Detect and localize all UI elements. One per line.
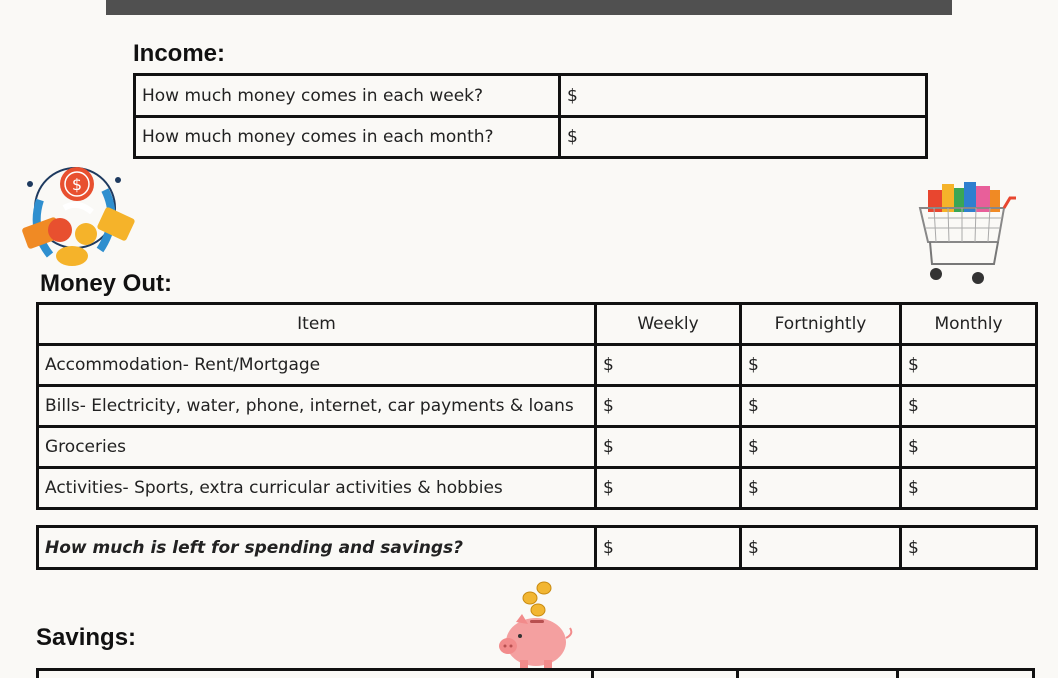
monthly-field[interactable]: $ (901, 468, 1037, 509)
table-row (38, 468, 1037, 509)
table-row (38, 386, 1037, 427)
fortnightly-field[interactable]: $ (741, 427, 901, 468)
money-exchange-icon (20, 160, 136, 272)
monthly-field[interactable]: $ (901, 345, 1037, 386)
weekly-field[interactable]: $ (596, 427, 741, 468)
table-row (135, 75, 927, 117)
summary-fortnightly-field[interactable]: $ (741, 527, 901, 569)
fortnightly-field[interactable]: $ (741, 386, 901, 427)
monthly-field[interactable]: $ (901, 386, 1037, 427)
income-label-weekly: How much money comes in each week? (135, 75, 560, 117)
column-header-monthly: Monthly (901, 304, 1037, 345)
fortnightly-field[interactable]: $ (741, 345, 901, 386)
column-header-weekly: Weekly (596, 304, 741, 345)
income-monthly-field[interactable]: $ (560, 117, 927, 158)
column-header-fortnightly: Fortnightly (741, 304, 901, 345)
summary-table (36, 525, 1038, 570)
weekly-field[interactable]: $ (596, 345, 741, 386)
svg-text:$: $ (71, 175, 83, 194)
table-row (38, 427, 1037, 468)
shopping-cart-icon (918, 180, 1018, 288)
item-label: Groceries (38, 427, 596, 468)
income-label-monthly: How much money comes in each month? (135, 117, 560, 158)
money-out-title: Money Out: (40, 270, 172, 297)
monthly-field[interactable]: $ (901, 427, 1037, 468)
summary-monthly-field[interactable]: $ (901, 527, 1037, 569)
fortnightly-field[interactable]: $ (741, 468, 901, 509)
weekly-field[interactable]: $ (596, 386, 741, 427)
summary-weekly-field[interactable]: $ (596, 527, 741, 569)
table-row (38, 345, 1037, 386)
income-table (133, 73, 928, 159)
item-label: Activities- Sports, extra curricular activities & hobbies (38, 468, 596, 509)
weekly-field[interactable]: $ (596, 468, 741, 509)
money-out-table (36, 302, 1038, 510)
summary-label: How much is left for spending and savings? (38, 527, 596, 569)
piggy-bank-icon (496, 580, 576, 670)
header-bar (106, 0, 952, 15)
income-title: Income: (133, 40, 226, 67)
item-label: Bills- Electricity, water, phone, internet, car payments & loans (38, 386, 596, 427)
column-header-item: Item (38, 304, 596, 345)
table-row (135, 117, 927, 158)
item-label: Accommodation- Rent/Mortgage (38, 345, 596, 386)
income-weekly-field[interactable]: $ (560, 75, 927, 117)
savings-table-edge (36, 668, 1035, 675)
summary-row (38, 527, 1037, 569)
savings-title: Savings: (36, 624, 137, 651)
table-header-row (38, 304, 1037, 345)
